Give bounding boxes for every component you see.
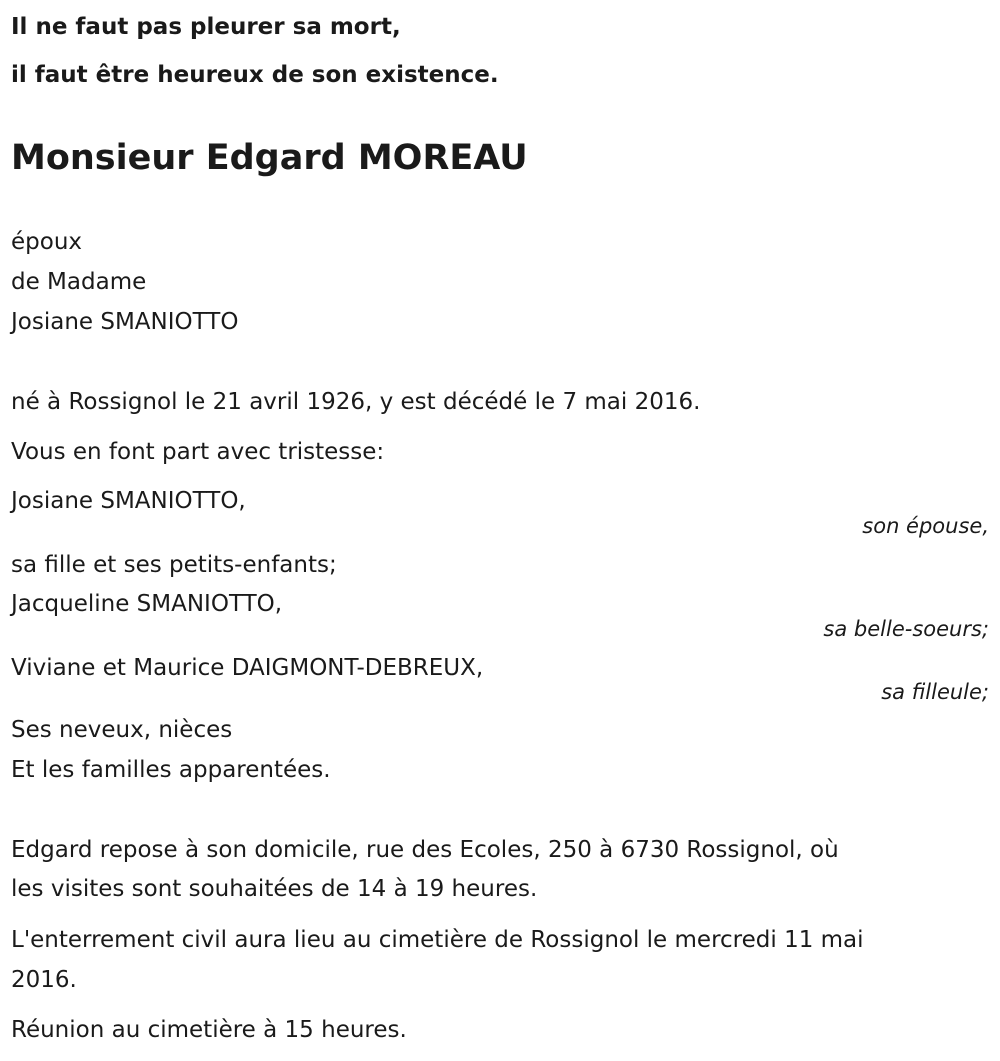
repose-line-2: les visites sont souhaitées de 14 à 19 heures. xyxy=(11,876,538,902)
quote-line-2: il faut être heureux de son existence. xyxy=(11,62,499,88)
family-member-3-name: Jacqueline SMANIOTTO, xyxy=(11,591,283,617)
burial-line-2: 2016. xyxy=(11,967,77,993)
spouse-line-3: Josiane SMANIOTTO xyxy=(11,309,239,335)
obituary-notice xyxy=(11,0,989,1043)
announcement-intro: Vous en font part avec tristesse: xyxy=(11,439,385,465)
deceased-name: Monsieur Edgard MOREAU xyxy=(11,138,528,178)
meeting-line: Réunion au cimetière à 15 heures. xyxy=(11,1017,407,1043)
quote-line-1: Il ne faut pas pleurer sa mort, xyxy=(11,14,401,40)
birth-death-line: né à Rossignol le 21 avril 1926, y est décédé le 7 mai 2016. xyxy=(11,389,701,415)
family-member-1-relation: son épouse, xyxy=(862,514,989,538)
spouse-line-2: de Madame xyxy=(11,269,147,295)
family-member-4-name: Viviane et Maurice DAIGMONT-DEBREUX, xyxy=(11,655,484,681)
repose-line-1: Edgard repose à son domicile, rue des Ecoles, 250 à 6730 Rossignol, où xyxy=(11,837,839,863)
spouse-line-1: époux xyxy=(11,229,83,255)
family-member-2-line: sa fille et ses petits-enfants; xyxy=(11,552,337,578)
family-others-line-2: Et les familles apparentées. xyxy=(11,757,331,783)
family-member-1-name: Josiane SMANIOTTO, xyxy=(11,488,246,514)
family-member-4-relation: sa filleule; xyxy=(881,680,989,704)
burial-line-1: L'enterrement civil aura lieu au cimetière de Rossignol le mercredi 11 mai xyxy=(11,927,864,953)
family-others-line-1: Ses neveux, nièces xyxy=(11,717,233,743)
family-member-3-relation: sa belle-soeurs; xyxy=(823,617,989,641)
quote xyxy=(11,3,989,99)
